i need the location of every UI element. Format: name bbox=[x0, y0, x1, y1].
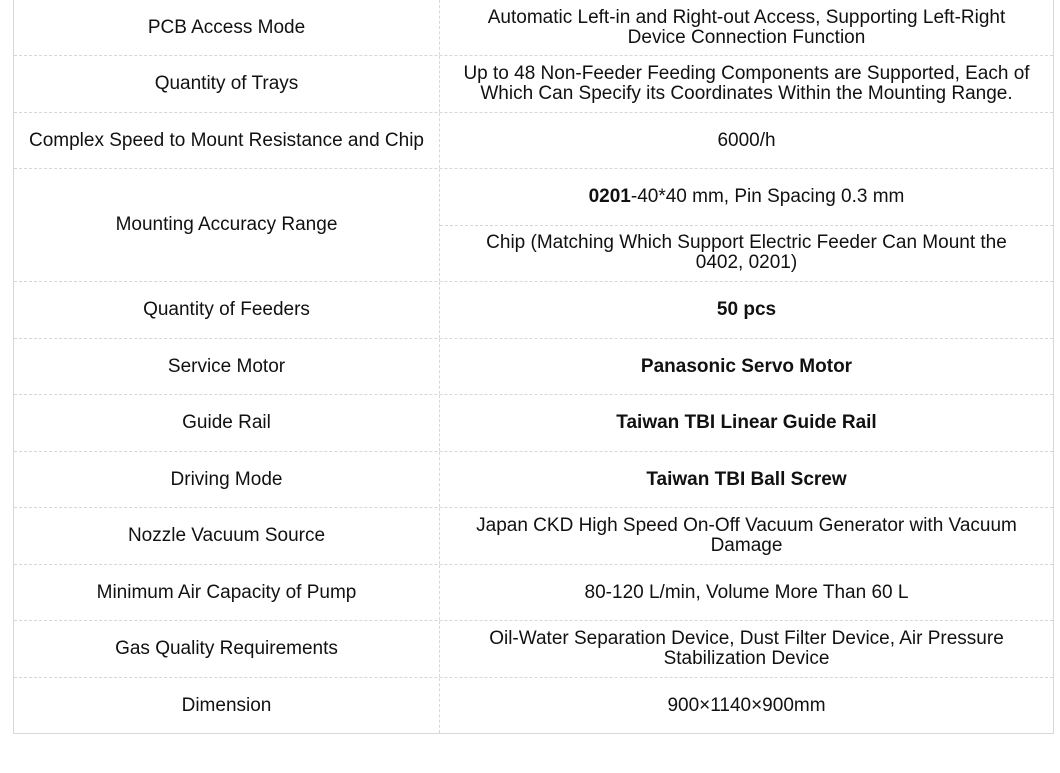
value-text: 900×1140×900mm bbox=[667, 694, 826, 716]
value-cell bbox=[440, 56, 1053, 112]
value-text: Oil-Water Separation Device, Dust Filter Device, Air Pressure Stabilization Device bbox=[489, 628, 1004, 669]
table-row bbox=[14, 339, 1053, 395]
param-cell bbox=[14, 0, 440, 55]
value-text: Panasonic Servo Motor bbox=[640, 355, 853, 377]
table-row bbox=[14, 56, 1053, 113]
param-cell bbox=[14, 282, 440, 338]
value-cell bbox=[440, 282, 1053, 338]
value-cell bbox=[440, 508, 1053, 564]
value-cell bbox=[440, 169, 1053, 281]
value-cell bbox=[440, 0, 1053, 55]
param-cell bbox=[14, 395, 440, 451]
value-text: Taiwan TBI Linear Guide Rail bbox=[616, 412, 877, 433]
param-cell bbox=[14, 113, 440, 168]
value-cell bbox=[440, 113, 1053, 168]
param-label: Quantity of Trays bbox=[154, 73, 299, 94]
value-text bbox=[589, 187, 905, 207]
param-label: Minimum Air Capacity of Pump bbox=[96, 581, 357, 603]
value-cell bbox=[440, 452, 1053, 507]
param-cell bbox=[14, 56, 440, 112]
param-label: Service Motor bbox=[167, 355, 286, 377]
param-label: PCB Access Mode bbox=[147, 16, 306, 38]
table-row bbox=[14, 395, 1053, 452]
table-row bbox=[14, 452, 1053, 508]
table-row bbox=[14, 678, 1053, 733]
param-cell bbox=[14, 508, 440, 564]
table-row bbox=[14, 621, 1053, 678]
value-text: Up to 48 Non-Feeder Feeding Components are Supported, Each of Which Can Specify its Coordinates Within the Mounting Range. bbox=[463, 63, 1030, 104]
table-row bbox=[14, 508, 1053, 565]
value-rest: -40*40 mm, Pin Spacing 0.3 mm bbox=[630, 185, 905, 207]
table-row bbox=[14, 565, 1053, 621]
value-cell bbox=[440, 395, 1053, 451]
table-row bbox=[14, 113, 1053, 169]
param-cell bbox=[14, 621, 440, 677]
value-text: Chip (Matching Which Support Electric Feeder Can Mount the 0402, 0201) bbox=[486, 232, 1007, 274]
param-label: Mounting Accuracy Range bbox=[115, 214, 338, 235]
param-cell bbox=[14, 678, 440, 733]
param-cell bbox=[14, 169, 440, 281]
value-cell bbox=[440, 339, 1053, 394]
value-text: Japan CKD High Speed On-Off Vacuum Generator with Vacuum Damage bbox=[476, 515, 1017, 556]
table-row bbox=[14, 169, 1053, 282]
value-bold-prefix: 0201 bbox=[588, 185, 631, 207]
value-text: Taiwan TBI Ball Screw bbox=[646, 468, 847, 490]
param-cell bbox=[14, 452, 440, 507]
table-row bbox=[14, 0, 1053, 56]
value-subcell bbox=[440, 226, 1053, 282]
param-label: Guide Rail bbox=[182, 412, 271, 433]
spec-table bbox=[13, 0, 1054, 734]
param-label: Dimension bbox=[181, 694, 272, 716]
value-text: 6000/h bbox=[717, 129, 776, 151]
value-cell bbox=[440, 565, 1053, 620]
value-subcell bbox=[440, 169, 1053, 226]
param-label: Gas Quality Requirements bbox=[115, 638, 338, 659]
value-cell bbox=[440, 678, 1053, 733]
param-label: Nozzle Vacuum Source bbox=[127, 525, 326, 546]
value-text: 80-120 L/min, Volume More Than 60 L bbox=[584, 581, 909, 603]
param-label: Driving Mode bbox=[170, 468, 283, 490]
value-text: Automatic Left-in and Right-out Access, Supporting Left-Right Device Connection Function bbox=[487, 6, 1006, 48]
value-text: 50 pcs bbox=[716, 299, 777, 320]
table-row bbox=[14, 282, 1053, 339]
param-cell bbox=[14, 565, 440, 620]
value-cell bbox=[440, 621, 1053, 677]
param-cell bbox=[14, 339, 440, 394]
param-label: Quantity of Feeders bbox=[143, 299, 310, 320]
param-label: Complex Speed to Mount Resistance and Chip bbox=[28, 129, 424, 151]
